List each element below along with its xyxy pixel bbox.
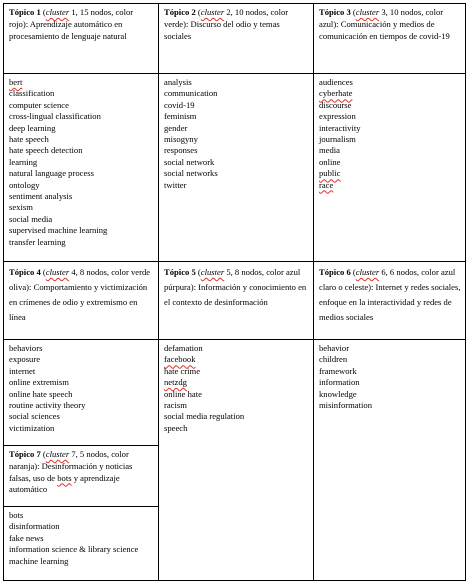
topic-2-number: Tópico 2 — [164, 7, 196, 17]
topic-6-cluster-word: cluster — [355, 267, 380, 277]
topic-3-description: 3, 10 nodos, color azul): Comunicación y medios de comunicación en tiempos de covid-19 — [319, 7, 450, 41]
list-item: journalism — [319, 134, 356, 145]
topic-5-terms — [164, 343, 309, 434]
list-item: natural language process — [9, 168, 94, 179]
list-item: expression — [319, 111, 356, 122]
topic-1-terms-cell — [3, 73, 158, 261]
list-item: machine learning — [9, 555, 69, 566]
topic-3-cluster-word: cluster — [355, 7, 380, 17]
list-item: public — [319, 168, 341, 179]
list-item: online hate speech — [9, 388, 73, 399]
list-item: knowledge — [319, 388, 357, 399]
topic-6-number: Tópico 6 — [319, 267, 351, 277]
topic-2-header: Tópico 2 (cluster 2, 10 nodos, color verde): Discurso del odio y temas sociales — [158, 3, 313, 73]
topic-6-description: 6, 6 nodos, color azul claro o celeste): Internet y redes sociales, enfoque en la interactividad y redes de medios sociales — [319, 267, 461, 322]
list-item: online — [319, 156, 341, 167]
topic-1-cluster-word: cluster — [45, 7, 70, 17]
list-item: behavior — [319, 343, 350, 353]
topic-4-terms — [9, 343, 154, 434]
list-item: bert — [9, 77, 23, 87]
list-item: gender — [164, 122, 188, 133]
list-item: social media regulation — [164, 411, 245, 422]
list-item: social networks — [164, 168, 218, 179]
list-item: netzdg — [164, 377, 187, 388]
list-item: online extremism — [9, 377, 69, 388]
list-item: behaviors — [9, 343, 43, 353]
list-item: cyberhate — [319, 88, 353, 99]
list-item: fake news — [9, 532, 44, 543]
topic-4-terms-cell — [3, 339, 158, 445]
list-item: race — [319, 179, 334, 190]
list-item: misinformation — [319, 400, 372, 411]
list-item: deep learning — [9, 122, 56, 133]
list-item: twitter — [164, 179, 187, 190]
list-item: information science & library science — [9, 544, 139, 555]
topic-7-terms — [9, 510, 154, 567]
topic-7-cluster-word: cluster — [45, 449, 70, 459]
topic-1-terms — [9, 77, 154, 248]
topic-6-terms — [319, 343, 461, 411]
list-item: bots — [9, 510, 24, 520]
list-item: social network — [164, 156, 215, 167]
topic-6-header: Tópico 6 (cluster 6, 6 nodos, color azul claro o celeste): Internet y redes sociales, enfoque en la interactividad y redes de medios sociales — [313, 261, 466, 339]
list-item: hate speech detection — [9, 145, 83, 156]
list-item: supervised machine learning — [9, 225, 108, 236]
list-item: exposure — [9, 354, 41, 365]
topic-7-terms-cell — [3, 506, 158, 581]
list-item: information — [319, 377, 360, 388]
list-item: social media — [9, 213, 53, 224]
list-item: hate crime — [164, 365, 201, 376]
topic-7-bots-word: bots — [57, 472, 72, 483]
list-item: transfer learning — [9, 236, 66, 247]
topic-5-terms-cell — [158, 339, 313, 581]
list-item: facebook — [164, 354, 196, 365]
topic-4-cluster-word: cluster — [45, 267, 70, 277]
list-item: victimization — [9, 422, 55, 433]
list-item: framework — [319, 365, 357, 376]
list-item: online hate — [164, 388, 202, 399]
list-item: defamation — [164, 343, 203, 353]
topic-1-description: 1, 15 nodos, color rojo): Aprendizaje automático en procesamiento de lenguaje natural — [9, 7, 134, 41]
list-item: communication — [164, 88, 218, 99]
list-item: audiences — [319, 77, 353, 87]
topic-6-terms-cell — [313, 339, 466, 581]
topic-5-description: 5, 8 nodos, color azul púrpura): Información y conocimiento en el contexto de desinformación — [164, 267, 307, 307]
list-item: cross-lingual classification — [9, 111, 101, 122]
topic-3-header: Tópico 3 (cluster 3, 10 nodos, color azul): Comunicación y medios de comunicación en tiempos de covid-19 — [313, 3, 466, 73]
topic-2-terms-cell — [158, 73, 313, 261]
list-item: responses — [164, 145, 198, 156]
list-item: computer science — [9, 99, 69, 110]
list-item: analysis — [164, 77, 192, 87]
topic-2-description: 2, 10 nodos, color verde): Discurso del odio y temas sociales — [164, 7, 289, 41]
topic-2-cluster-word: cluster — [200, 7, 225, 17]
topic-5-number: Tópico 5 — [164, 267, 196, 277]
topic-4-description: 4, 8 nodos, color verde oliva): Comportamiento y victimización en crímenes de odio y extremismo en línea — [9, 267, 151, 322]
topic-7-header: Tópico 7 (cluster 7, 5 nodos, color naranja): Desinformación y noticias falsas, uso de bots y aprendizaje automático — [3, 445, 158, 506]
topic-4-header: Tópico 4 (cluster 4, 8 nodos, color verde oliva): Comportamiento y victimización en crímenes de odio y extremismo en línea — [3, 261, 158, 339]
topic-2-terms — [164, 77, 309, 191]
list-item: discourse — [319, 99, 352, 110]
list-item: interactivity — [319, 122, 361, 133]
topic-3-terms-cell — [313, 73, 466, 261]
list-item: internet — [9, 365, 36, 376]
topic-3-number: Tópico 3 — [319, 7, 351, 17]
topic-1-number: Tópico 1 — [9, 7, 41, 17]
topic-3-terms — [319, 77, 461, 191]
topic-7-number: Tópico 7 — [9, 449, 41, 459]
list-item: misogyny — [164, 134, 198, 145]
list-item: feminism — [164, 111, 197, 122]
topics-table — [3, 3, 466, 581]
list-item: social sciences — [9, 411, 60, 422]
topic-5-header: Tópico 5 (cluster 5, 8 nodos, color azul púrpura): Información y conocimiento en el contexto de desinformación — [158, 261, 313, 339]
list-item: media — [319, 145, 340, 156]
list-item: learning — [9, 156, 38, 167]
topic-4-number: Tópico 4 — [9, 267, 41, 277]
topic-5-cluster-word: cluster — [200, 267, 225, 277]
list-item: covid-19 — [164, 99, 195, 110]
list-item: routine activity theory — [9, 400, 86, 411]
list-item: sentiment analysis — [9, 191, 73, 202]
list-item: ontology — [9, 179, 40, 190]
list-item: children — [319, 354, 348, 365]
topic-1-header: Tópico 1 (cluster 1, 15 nodos, color rojo): Aprendizaje automático en procesamiento de lenguaje natural — [3, 3, 158, 73]
list-item: hate speech — [9, 134, 49, 145]
list-item: racism — [164, 400, 187, 411]
list-item: classification — [9, 88, 55, 99]
list-item: speech — [164, 422, 188, 433]
list-item: sexism — [9, 202, 33, 213]
list-item: disinformation — [9, 521, 60, 532]
